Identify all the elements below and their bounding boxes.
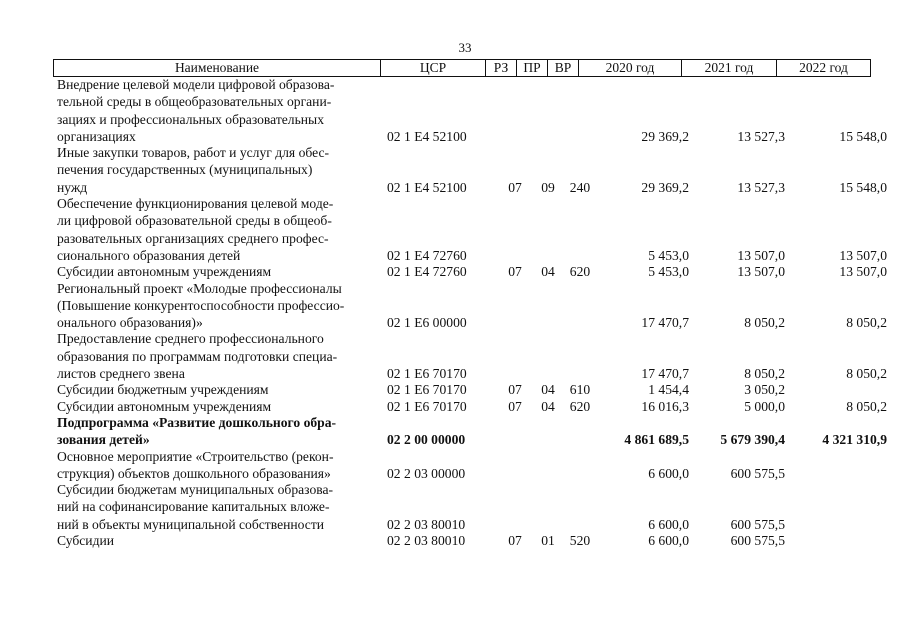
cell-y2020: 16 016,3: [641, 398, 689, 414]
row-name: [0, 195, 387, 264]
cell-y2022: 15 548,0: [839, 128, 887, 144]
table-row: [0, 532, 905, 549]
table-row: [0, 381, 905, 398]
header-rz: РЗ: [486, 60, 517, 76]
cell-y2020: 17 470,7: [641, 315, 689, 331]
cell-pr: 04: [541, 264, 555, 280]
row-name: [0, 481, 387, 533]
row-name-line: Субсидии бюджетам муниципальных образова-: [57, 482, 334, 498]
row-name: [0, 414, 387, 449]
row-name: [0, 381, 387, 398]
header-name: Наименование: [54, 60, 381, 76]
cell-y2021: 600 575,5: [730, 465, 785, 481]
row-name-line: тельной среды в общеобразовательных органи-: [57, 94, 332, 110]
table-row: [0, 398, 905, 415]
header-pr: ПР: [517, 60, 548, 76]
row-name: [0, 76, 387, 145]
cell-y2022: 8 050,2: [846, 398, 887, 414]
cell-csr: 02 2 03 80010: [387, 533, 466, 549]
cell-csr: 02 2 00 00000: [387, 432, 466, 448]
row-name-line: печения государственных (муниципальных): [57, 162, 313, 178]
cell-csr: 02 1 E6 00000: [387, 315, 467, 331]
cell-y2022: 4 321 310,9: [822, 432, 887, 448]
row-name-line: Предоставление среднего профессионального: [57, 331, 324, 347]
cell-pr: 09: [541, 179, 555, 195]
cell-y2021: 13 527,3: [737, 179, 785, 195]
header-vr: ВР: [548, 60, 579, 76]
cell-y2022: 13 507,0: [839, 247, 887, 263]
row-name-line: зования детей»: [57, 432, 150, 448]
cell-y2020: 5 453,0: [648, 247, 689, 263]
row-name-line: Региональный проект «Молодые профессионалы: [57, 280, 342, 296]
row-name: [0, 330, 387, 382]
header-year-2022: 2022 год: [799, 60, 848, 75]
cell-vr: 620: [569, 398, 591, 414]
cell-csr: 02 1 E6 70170: [387, 398, 467, 414]
table-row: [0, 330, 905, 382]
cell-y2020: 29 369,2: [641, 179, 689, 195]
cell-y2020: 6 600,0: [648, 533, 689, 549]
cell-csr: 02 1 E4 72760: [387, 247, 467, 263]
cell-rz: 07: [508, 179, 522, 195]
cell-y2021: 8 050,2: [744, 366, 785, 382]
row-name-line: ли цифровой образовательной среды в общеоб-: [57, 213, 332, 229]
cell-csr: 02 2 03 80010: [387, 516, 466, 532]
cell-y2021: 13 507,0: [737, 264, 785, 280]
cell-y2021: 13 507,0: [737, 247, 785, 263]
table-header: [53, 59, 871, 77]
table-row: [0, 76, 905, 145]
cell-y2020: 6 600,0: [648, 465, 689, 481]
row-name-line: нужд: [57, 179, 88, 195]
cell-vr: 610: [569, 382, 591, 398]
row-name-line: Подпрограмма «Развитие дошкольного обра-: [57, 414, 337, 430]
cell-vr: 520: [569, 533, 591, 549]
row-name-line: Основное мероприятие «Строительство (рекон-: [57, 448, 334, 464]
cell-y2022: 8 050,2: [846, 315, 887, 331]
table-row: [0, 448, 905, 483]
cell-y2020: 29 369,2: [641, 128, 689, 144]
header-year-2020: 2020 год: [579, 60, 682, 76]
cell-y2020: 17 470,7: [641, 366, 689, 382]
table-row: [0, 144, 905, 196]
cell-csr: 02 1 E4 52100: [387, 179, 467, 195]
cell-vr: 620: [569, 264, 591, 280]
header-csr: ЦСР: [381, 60, 486, 76]
row-name-line: Субсидии бюджетным учреждениям: [57, 382, 269, 398]
cell-y2022: 8 050,2: [846, 366, 887, 382]
row-name-line: образования по программам подготовки специа-: [57, 348, 338, 364]
row-name: [0, 263, 387, 280]
cell-y2021: 600 575,5: [730, 533, 785, 549]
row-name-line: Субсидии: [57, 533, 115, 549]
cell-pr: 04: [541, 382, 555, 398]
cell-y2020: 5 453,0: [648, 264, 689, 280]
cell-csr: 02 1 E6 70170: [387, 366, 467, 382]
cell-rz: 07: [508, 533, 522, 549]
header-year-2021: 2021 год: [682, 60, 777, 76]
cell-rz: 07: [508, 382, 522, 398]
cell-y2021: 8 050,2: [744, 315, 785, 331]
cell-y2022: 15 548,0: [839, 179, 887, 195]
row-name-line: Иные закупки товаров, работ и услуг для обес-: [57, 145, 330, 161]
row-name: [0, 448, 387, 483]
table-row: [0, 263, 905, 280]
cell-vr: 240: [569, 179, 591, 195]
cell-y2021: 600 575,5: [730, 516, 785, 532]
row-name-line: разовательных организациях среднего профес-: [57, 230, 329, 246]
row-name-line: ний на софинансирование капитальных вложе-: [57, 499, 330, 515]
cell-y2020: 1 454,4: [648, 382, 689, 398]
row-name-line: организациях: [57, 128, 136, 144]
row-name-line: листов среднего звена: [57, 366, 185, 382]
row-name: [0, 532, 387, 549]
row-name-line: онального образования)»: [57, 315, 203, 331]
table-row: [0, 481, 905, 533]
cell-y2021: 13 527,3: [737, 128, 785, 144]
cell-y2021: 3 050,2: [744, 382, 785, 398]
table-body: [0, 76, 905, 548]
cell-csr: 02 1 E4 52100: [387, 128, 467, 144]
cell-pr: 01: [541, 533, 555, 549]
row-name-line: струкция) объектов дошкольного образования»: [57, 465, 331, 481]
row-name-line: Субсидии автономным учреждениям: [57, 264, 272, 280]
row-name-line: (Повышение конкурентоспособности профессио-: [57, 297, 345, 313]
cell-csr: 02 1 E4 72760: [387, 264, 467, 280]
cell-pr: 04: [541, 398, 555, 414]
row-name-line: Обеспечение функционирования целевой моде-: [57, 196, 334, 212]
table-row: [0, 414, 905, 449]
cell-csr: 02 2 03 00000: [387, 465, 466, 481]
row-name-line: сионального образования детей: [57, 247, 241, 263]
table-row: [0, 195, 905, 264]
row-name-line: Субсидии автономным учреждениям: [57, 398, 272, 414]
cell-y2021: 5 679 390,4: [720, 432, 785, 448]
cell-y2020: 4 861 689,5: [624, 432, 689, 448]
row-name: [0, 280, 387, 332]
cell-rz: 07: [508, 398, 522, 414]
page-number: 33: [458, 40, 472, 55]
cell-csr: 02 1 E6 70170: [387, 382, 467, 398]
cell-y2021: 5 000,0: [744, 398, 785, 414]
row-name: [0, 144, 387, 196]
row-name-line: ний в объекты муниципальной собственности: [57, 516, 325, 532]
cell-y2022: 13 507,0: [839, 264, 887, 280]
table-row: [0, 280, 905, 332]
row-name-line: зациях и профессиональных образовательных: [57, 111, 324, 127]
cell-y2020: 6 600,0: [648, 516, 689, 532]
row-name-line: Внедрение целевой модели цифровой образова-: [57, 77, 335, 92]
cell-rz: 07: [508, 264, 522, 280]
row-name: [0, 398, 387, 415]
